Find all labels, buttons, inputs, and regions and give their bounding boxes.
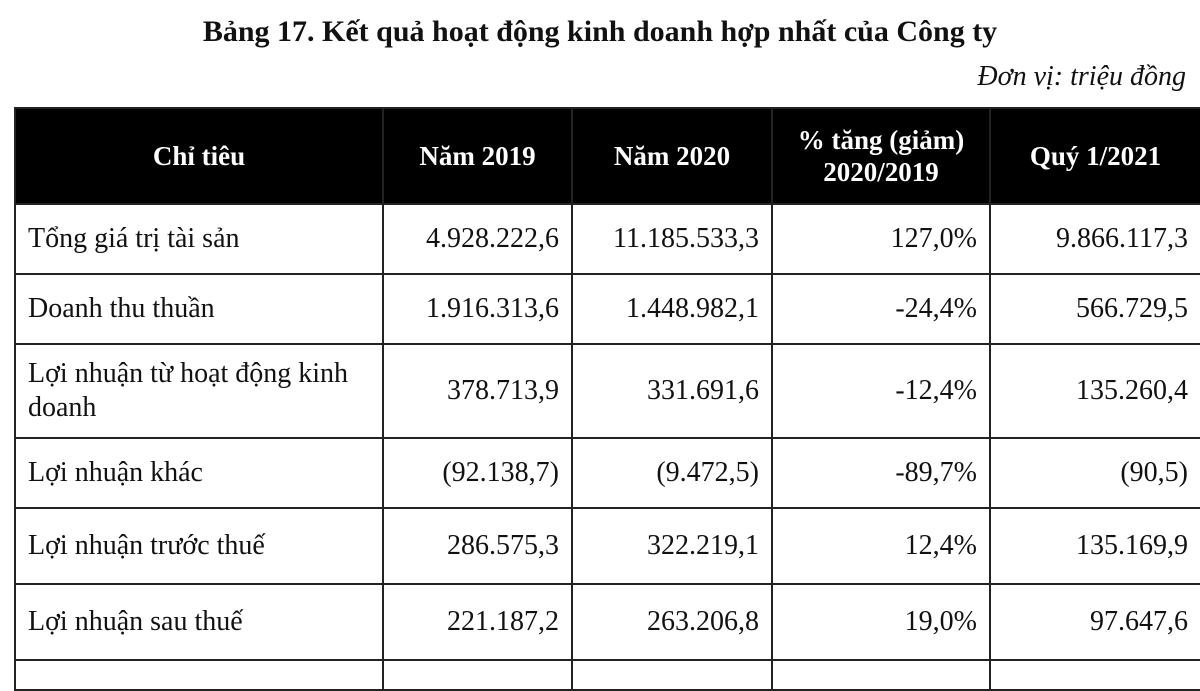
row-label: Doanh thu thuần <box>15 274 383 344</box>
empty-cell <box>990 660 1200 690</box>
table-row <box>15 438 1200 508</box>
table-header-row <box>15 108 1200 204</box>
value-2020: 11.185.533,3 <box>572 204 772 274</box>
value-2019: (92.138,7) <box>383 438 572 508</box>
empty-cell <box>572 660 772 690</box>
table-title: Bảng 17. Kết quả hoạt động kinh doanh hợp nhất của Công ty <box>202 15 998 48</box>
value-2019: 221.187,2 <box>383 584 572 660</box>
value-2019: 1.916.313,6 <box>383 274 572 344</box>
table-row <box>15 508 1200 584</box>
header-year-2020: Năm 2020 <box>572 108 772 204</box>
value-2019: 378.713,9 <box>383 344 572 438</box>
value-2019: 286.575,3 <box>383 508 572 584</box>
row-label: Lợi nhuận trước thuế <box>15 508 383 584</box>
value-2020: 263.206,8 <box>572 584 772 660</box>
value-change: -89,7% <box>772 438 990 508</box>
header-q1-2021: Quý 1/2021 <box>990 108 1200 204</box>
value-q1-2021: (90,5) <box>990 438 1200 508</box>
unit-label: Đơn vị: triệu đồng <box>977 61 1186 92</box>
empty-cell <box>383 660 572 690</box>
value-change: 12,4% <box>772 508 990 584</box>
row-label: Lợi nhuận khác <box>15 438 383 508</box>
header-indicator: Chỉ tiêu <box>15 108 383 204</box>
header-change-percent: % tăng (giảm) 2020/2019 <box>772 108 990 204</box>
value-2020: 1.448.982,1 <box>572 274 772 344</box>
table-row <box>15 344 1200 438</box>
row-label: Lợi nhuận sau thuế <box>15 584 383 660</box>
value-q1-2021: 97.647,6 <box>990 584 1200 660</box>
value-2020: 331.691,6 <box>572 344 772 438</box>
header-year-2019: Năm 2019 <box>383 108 572 204</box>
table-row <box>15 204 1200 274</box>
table-row-partial <box>15 660 1200 690</box>
value-q1-2021: 135.169,9 <box>990 508 1200 584</box>
value-q1-2021: 9.866.117,3 <box>990 204 1200 274</box>
row-label: Lợi nhuận từ hoạt động kinh doanh <box>15 344 383 438</box>
value-2020: 322.219,1 <box>572 508 772 584</box>
value-change: -24,4% <box>772 274 990 344</box>
empty-cell <box>15 660 383 690</box>
empty-cell <box>772 660 990 690</box>
value-2020: (9.472,5) <box>572 438 772 508</box>
table-row <box>15 584 1200 660</box>
table-row <box>15 274 1200 344</box>
value-q1-2021: 566.729,5 <box>990 274 1200 344</box>
business-results-table <box>14 107 1200 691</box>
row-label: Tổng giá trị tài sản <box>15 204 383 274</box>
value-change: 127,0% <box>772 204 990 274</box>
value-change: -12,4% <box>772 344 990 438</box>
value-q1-2021: 135.260,4 <box>990 344 1200 438</box>
value-2019: 4.928.222,6 <box>383 204 572 274</box>
value-change: 19,0% <box>772 584 990 660</box>
